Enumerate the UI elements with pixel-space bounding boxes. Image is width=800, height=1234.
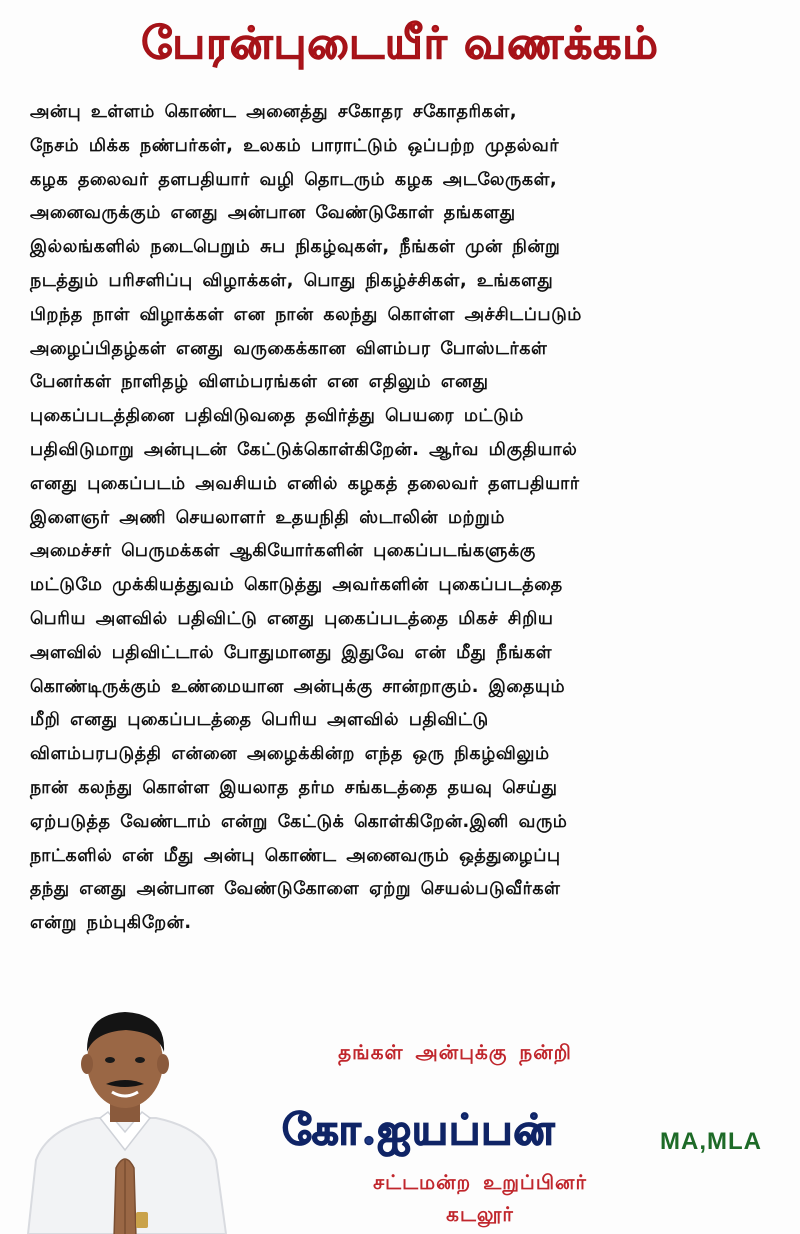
letter-line: பேனர்கள் நாளிதழ் விளம்பரங்கள் என எதிலும் எனது bbox=[30, 372, 489, 393]
signatory-name: கோ.ஐயப்பன் bbox=[282, 1105, 556, 1154]
letter-line: நாட்களில் என் மீது அன்பு கொண்ட அனைவரும் ஒத்துழைப்பு bbox=[30, 845, 561, 866]
page-title: பேரன்புடையீர் வணக்கம் bbox=[141, 18, 659, 69]
letter-line: நான் கலந்து கொள்ள இயலாத தர்ம சங்கடத்தை தயவு செய்து bbox=[30, 777, 558, 798]
letter-line: அனைவருக்கும் எனது அன்பான வேண்டுகோள் தங்களது bbox=[30, 203, 516, 224]
letter-line: அழைப்பிதழ்கள் எனது வருகைக்கான விளம்பர போஸ்டர்கள் bbox=[30, 338, 548, 359]
letter-line: மட்டுமே முக்கியத்துவம் கொடுத்து அவர்களின் புகைப்படத்தை bbox=[30, 575, 563, 596]
letter-body bbox=[30, 96, 780, 941]
letter-line: அமைச்சர் பெருமக்கள் ஆகியோர்களின் புகைப்படங்களுக்கு bbox=[30, 541, 536, 562]
letter-line: தந்து எனது அன்பான வேண்டுகோளை ஏற்று செயல்படுவீர்கள் bbox=[30, 879, 561, 900]
letter-line: ஏற்படுத்த வேண்டாம் என்று கேட்டுக் கொள்கிறேன்.இனி வரும் bbox=[30, 811, 568, 832]
letter-line: இளைஞர் அணி செயலாளர் உதயநிதி ஸ்டாலின் மற்றும் bbox=[30, 507, 506, 528]
letter-line: என்று நம்புகிறேன். bbox=[30, 913, 192, 934]
letter-line: புகைப்படத்தினை பதிவிடுவதை தவிர்த்து பெயரை மட்டும் bbox=[30, 406, 524, 427]
letter-line: அளவில் பதிவிட்டால் போதுமானது இதுவே என் மீது நீங்கள் bbox=[30, 642, 553, 663]
thanks-note: தங்கள் அன்புக்கு நன்றி bbox=[338, 1040, 572, 1064]
letter-line: பிறந்த நாள் விழாக்கள் என நான் கலந்து கொள்ள அச்சிடப்படும் bbox=[30, 304, 582, 325]
letter-line: பதிவிடுமாறு அன்புடன் கேட்டுக்கொள்கிறேன். ஆர்வ மிகுதியால் bbox=[30, 439, 578, 460]
letter-line: அன்பு உள்ளம் கொண்ட அனைத்து சகோதர சகோதரிகள், bbox=[30, 102, 518, 122]
signatory-degree: MA,MLA bbox=[660, 1128, 762, 1155]
letter-line: கழக தலைவர் தளபதியார் வழி தொடரும் கழக அடலேருகள், bbox=[30, 169, 558, 190]
letter-line: கொண்டிருக்கும் உண்மையான அன்புக்கு சான்றாகும். இதையும் bbox=[30, 676, 566, 697]
letter-line: இல்லங்களில் நடைபெறும் சுப நிகழ்வுகள், நீங்கள் முன் நின்று bbox=[30, 237, 561, 258]
signatory-role: சட்டமன்ற உறுப்பினர் bbox=[373, 1170, 587, 1194]
portrait-illustration bbox=[18, 1000, 233, 1234]
letter-line: விளம்பரபடுத்தி என்னை அழைக்கின்ற எந்த ஒரு நிகழ்விலும் bbox=[30, 744, 550, 765]
letter-line: நேசம் மிக்க நண்பர்கள், உலகம் பாராட்டும் ஒப்பற்ற முதல்வர் bbox=[30, 135, 560, 156]
letter-line: மீறி எனது புகைப்படத்தை பெரிய அளவில் பதிவிட்டு bbox=[30, 710, 489, 731]
letter-line: பெரிய அளவில் பதிவிட்டு எனது புகைப்படத்தை மிகச் சிறிய bbox=[30, 608, 554, 629]
portrait-photo bbox=[18, 1000, 233, 1234]
letter-line: நடத்தும் பரிசளிப்பு விழாக்கள், பொது நிகழ்ச்சிகள், உங்களது bbox=[30, 270, 554, 291]
signatory-place: கடலூர் bbox=[446, 1202, 514, 1226]
letter-line: எனது புகைப்படம் அவசியம் எனில் கழகத் தலைவர் தளபதியார் bbox=[30, 473, 580, 494]
